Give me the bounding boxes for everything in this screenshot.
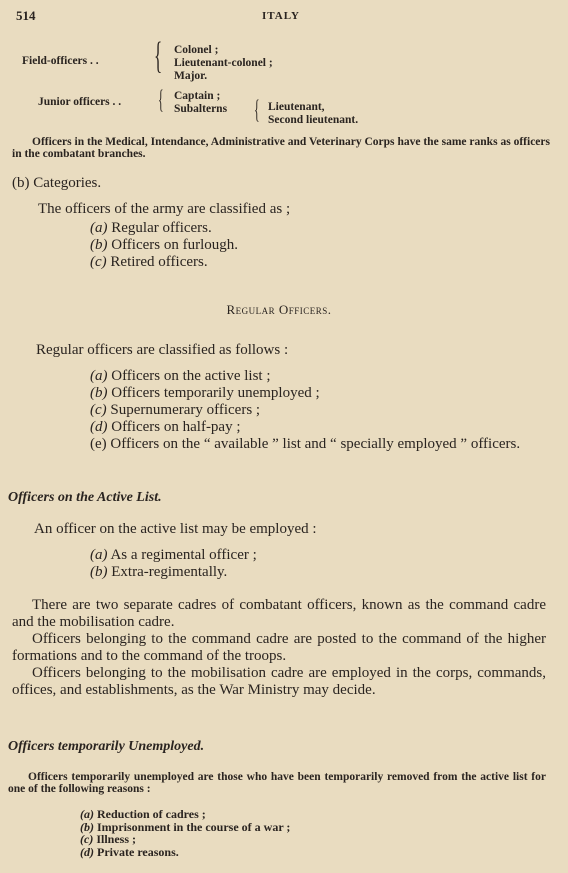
- page-header: [16, 8, 546, 26]
- field-officers-ranks: [174, 44, 273, 83]
- list-item: (c) Retired officers.: [90, 254, 208, 270]
- list-item: (b) Officers temporarily unemployed ;: [90, 385, 320, 401]
- rank-item: Lieutenant,: [268, 101, 325, 113]
- regular-list: [90, 368, 546, 436]
- list-item: (b) Imprisonment in the course of a war ;: [80, 819, 291, 834]
- list-item: (a) Reduction of cadres ;: [80, 807, 206, 821]
- categories-heading: (b) Categories.: [12, 175, 102, 191]
- subalterns-ranks: [268, 101, 358, 127]
- list-item: (b) Officers on furlough.: [90, 237, 239, 253]
- list-item: (a) Regular officers.: [90, 220, 212, 236]
- unemployed-heading: Officers temporarily Unemployed.: [8, 739, 205, 754]
- rank-item: Colonel ;: [174, 44, 219, 56]
- active-list-heading: Officers on the Active List.: [8, 490, 162, 505]
- regular-intro: Regular officers are classified as follows :: [36, 342, 289, 358]
- rank-item: Captain ;: [174, 90, 221, 102]
- regular-item-e: (e) Officers on the “ available ” list and “ specially employed ” officers.: [90, 436, 521, 452]
- list-item: (c) Supernumerary officers ;: [90, 402, 261, 418]
- list-item: (b) Extra-regimentally.: [90, 564, 228, 580]
- page-number: 514: [16, 8, 36, 23]
- list-item: (a) Officers on the active list ;: [90, 368, 271, 384]
- mobilisation-cadre-paragraph: Officers belonging to the mobilisation cadre are employed in the corps, commands, offices, and establishments, as the War Ministry may decide.: [12, 665, 546, 698]
- rank-item: Subalterns: [174, 103, 228, 115]
- rank-item: Major.: [174, 70, 208, 82]
- list-item: (a) As a regimental officer ;: [90, 547, 257, 563]
- junior-brace: {: [158, 85, 164, 114]
- ranks-note: Officers in the Medical, Intendance, Administrative and Veterinary Corps have the same ranks as officers in the combatant branches.: [12, 136, 550, 160]
- rank-item: Second lieutenant.: [268, 114, 359, 126]
- unemployed-intro: Officers temporarily unemployed are those who have been temporarily removed from the active list for one of the following reasons :: [8, 771, 546, 795]
- list-item: (d) Officers on half-pay ;: [90, 419, 241, 435]
- junior-officers-ranks: [174, 90, 227, 116]
- unemployed-list: [80, 808, 546, 858]
- field-officers-label: Field-officers . .: [22, 55, 99, 67]
- categories-list: [90, 220, 546, 271]
- command-cadre-paragraph: Officers belonging to the command cadre are posted to the command of the higher formations and to the command of the troops.: [12, 631, 546, 664]
- categories-intro: The officers of the army are classified as ;: [38, 201, 291, 217]
- regular-officers-heading: Regular Officers.: [226, 302, 332, 317]
- active-intro: An officer on the active list may be employed :: [34, 521, 317, 537]
- cadres-paragraph: There are two separate cadres of combatant officers, known as the command cadre and the mobilisation cadre.: [12, 597, 546, 630]
- field-brace: {: [154, 35, 163, 77]
- rank-item: Lieutenant-colonel ;: [174, 57, 273, 69]
- active-list: [90, 547, 546, 581]
- junior-officers-label: Junior officers . .: [38, 96, 122, 108]
- list-item: (d) Private reasons.: [80, 844, 179, 859]
- running-head: ITALY: [261, 10, 301, 22]
- subalterns-brace: {: [254, 95, 260, 124]
- list-item: (c) Illness ;: [80, 832, 137, 846]
